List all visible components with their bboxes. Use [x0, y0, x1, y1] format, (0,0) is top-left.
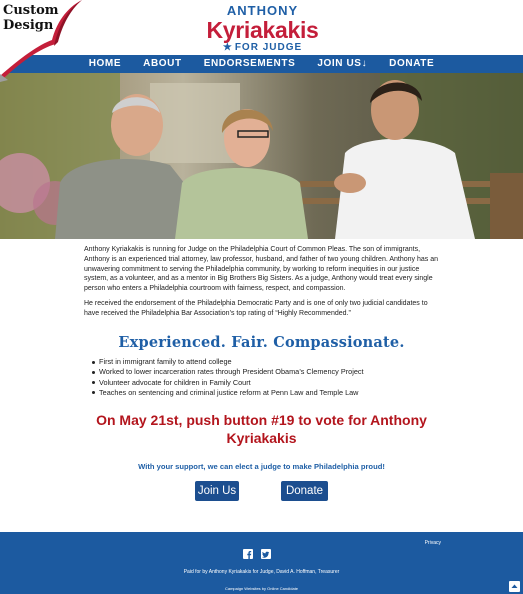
- tagline-heading: Experienced. Fair. Compassionate.: [118, 334, 405, 351]
- nav-endorsements[interactable]: ENDORSEMENTS: [203, 58, 296, 69]
- photo-three-people-icon: [0, 73, 523, 239]
- donate-button[interactable]: Donate: [281, 481, 328, 501]
- arrow-up-icon: [509, 581, 520, 592]
- logo-first-name: ANTHONY: [226, 3, 299, 18]
- nav-donate[interactable]: DONATE: [389, 58, 435, 69]
- corner-text-line1: Custom: [3, 3, 59, 18]
- star-icon: ★: [222, 42, 233, 53]
- nav-join-us[interactable]: JOIN US↓: [317, 58, 368, 69]
- privacy-link[interactable]: Privacy: [424, 540, 441, 546]
- logo-last-name: Kyriakakis: [206, 17, 319, 43]
- custom-design-ribbon: [0, 0, 82, 82]
- join-us-button[interactable]: Join Us: [195, 481, 239, 501]
- bio-paragraph-2: He received the endorsement of the Philadelphia Democratic Party and is one of only two judicial candidates to have received the Philadelphia Bar Association’s top rating of “Highly Recommended.”: [84, 299, 428, 317]
- list-item: Worked to lower incarceration rates through President Obama’s Clemency Project: [91, 367, 421, 377]
- list-item: First in immigrant family to attend college: [91, 357, 421, 367]
- campaign-logo[interactable]: [190, 4, 335, 54]
- hero-photo: [0, 73, 523, 239]
- list-item: Volunteer advocate for children in Family Court: [91, 378, 421, 388]
- site-footer: [0, 532, 523, 594]
- logo-for-judge: FOR JUDGE: [234, 42, 303, 53]
- support-message: With your support, we can elect a judge to make Philadelphia proud!: [138, 462, 385, 471]
- vote-callout: On May 21st, push button #19 to vote for Anthony Kyriakakis: [96, 412, 427, 446]
- social-links: [243, 549, 271, 559]
- bio-paragraph-1: Anthony Kyriakakis is running for Judge on the Philadelphia Court of Common Pleas. The son of immigrants, Anthony is an experienced trial attorney, law professor, husband, and father of two young children. Anthony has an unwavering commitment to serving the Philadelphia community, by working to reform inequities in our justice system, as a volunteer, and as a mentor in Big Brothers Big Sisters. As a judge, Anthony would treat every single person who enters a Philadelphia courtroom with fairness, respect, and compassion.: [84, 246, 438, 293]
- bio-section: [84, 245, 442, 324]
- paid-for-disclaimer: Paid for by Anthony Kyriakakis for Judge, David A. Hoffman, Treasurer: [183, 569, 340, 575]
- logo-subtitle: [190, 42, 335, 54]
- corner-text-line2: Design: [3, 18, 54, 33]
- accomplishments-list: [91, 357, 421, 398]
- back-to-top-button[interactable]: [509, 581, 520, 592]
- twitter-icon[interactable]: [261, 549, 271, 559]
- facebook-icon[interactable]: [243, 549, 253, 559]
- list-item: Teaches on sentencing and criminal justice reform at Penn Law and Temple Law: [91, 388, 421, 398]
- site-credit-link[interactable]: Campaign Websites by Online Candidate: [224, 586, 299, 591]
- nav-about[interactable]: ABOUT: [143, 58, 182, 69]
- nav-home[interactable]: HOME: [88, 58, 122, 69]
